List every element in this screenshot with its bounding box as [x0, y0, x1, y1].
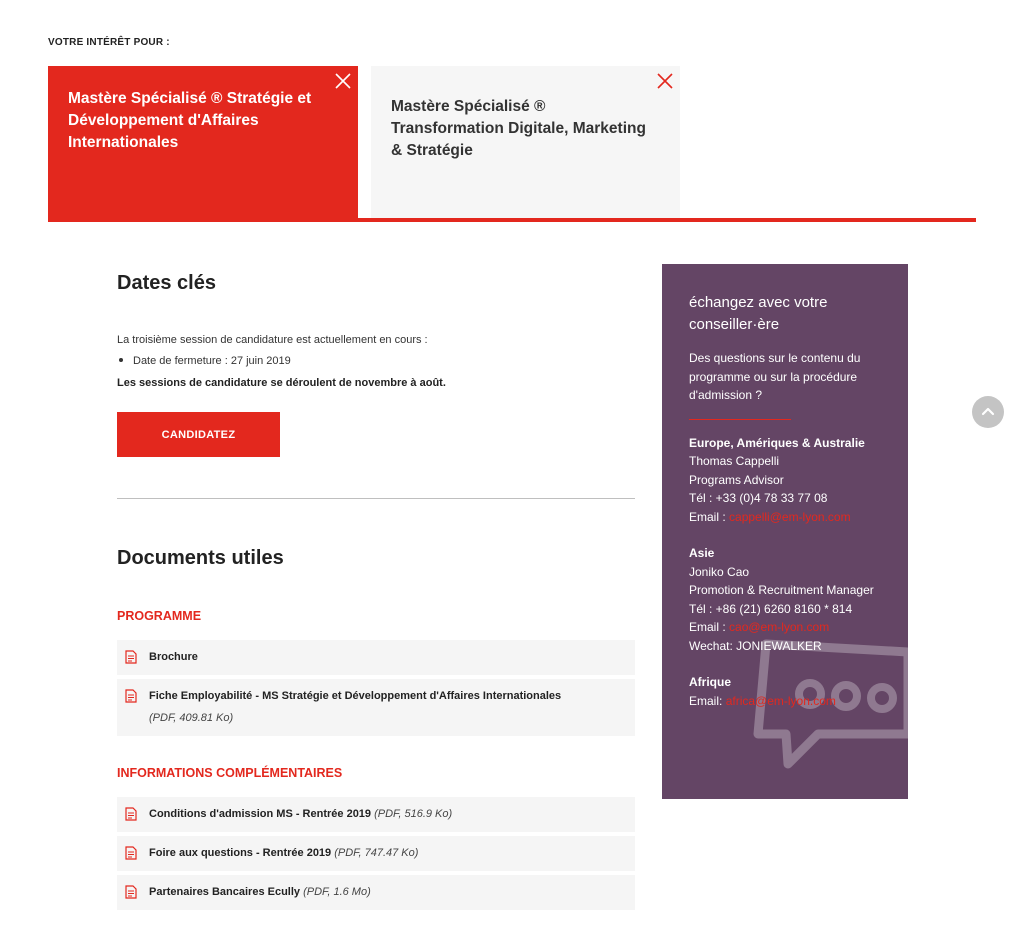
tab-title: Mastère Spécialisé ® Transformation Digitale, Marketing & Stratégie	[391, 98, 646, 159]
advisor-panel	[662, 264, 908, 799]
apply-button[interactable]: CANDIDATEZ	[117, 412, 280, 457]
contact-wechat: Wechat: JONIEWALKER	[689, 638, 822, 653]
email-label: Email :	[689, 620, 730, 634]
advisor-title: échangez avec votre conseiller·ère	[689, 294, 828, 333]
email-link[interactable]: africa@em-lyon.com	[725, 693, 836, 708]
tab-strategie-developpement[interactable]	[48, 66, 358, 222]
document-text	[125, 803, 625, 825]
pdf-document-icon	[125, 846, 137, 860]
document-item-foire-questions[interactable]	[117, 836, 635, 871]
document-name: Partenaires Bancaires Ecully	[149, 886, 301, 898]
email-label: Email :	[689, 509, 730, 524]
bullet-dot	[119, 358, 123, 362]
contact-email-line	[689, 618, 881, 637]
category-informations-label: INFORMATIONS COMPLÉMENTAIRES	[117, 766, 343, 780]
document-item-brochure[interactable]	[117, 640, 635, 675]
closing-date-text: Date de fermeture : 27 juin 2019	[133, 355, 291, 367]
advisor-subtitle: Des questions sur le contenu du programme ou sur la procédure d'admission ?	[689, 351, 861, 402]
pdf-document-icon	[125, 807, 137, 821]
document-meta: (PDF, 747.47 Ko)	[334, 847, 419, 859]
scroll-top-button[interactable]	[972, 396, 1004, 428]
contact-name: Joniko Cao	[689, 564, 750, 579]
close-icon[interactable]	[334, 72, 352, 90]
chevron-up-icon	[980, 404, 996, 420]
dates-intro: La troisième session de candidature est actuellement en cours :	[117, 334, 428, 346]
document-text	[125, 842, 625, 864]
contact-afrique	[689, 673, 881, 710]
contact-europe	[689, 434, 881, 527]
interest-label: VOTRE INTÉRÊT POUR :	[48, 37, 170, 48]
closing-date-item	[117, 355, 291, 367]
document-name: Conditions d'admission MS - Rentrée 2019	[149, 808, 372, 820]
document-meta: (PDF, 409.81 Ko)	[149, 712, 234, 724]
document-item-conditions-admission[interactable]	[117, 797, 635, 832]
email-label: Email:	[689, 693, 726, 708]
section-divider	[117, 498, 635, 499]
region-name: Asie	[689, 546, 715, 560]
document-name: Brochure	[149, 651, 198, 663]
region-name: Europe, Amériques & Australie	[689, 435, 865, 450]
tab-title: Mastère Spécialisé ® Stratégie et Développement d'Affaires Internationales	[68, 90, 312, 151]
contact-phone: Tél : +86 (21) 6260 8160 * 814	[689, 601, 853, 616]
email-link[interactable]: cappelli@em-lyon.com	[729, 509, 851, 524]
document-item-fiche-employabilite[interactable]	[117, 679, 635, 736]
contact-asie	[689, 544, 881, 655]
document-item-partenaires-bancaires[interactable]	[117, 875, 635, 910]
contact-email-line	[689, 508, 881, 527]
document-meta: (PDF, 1.6 Mo)	[303, 886, 371, 898]
contact-role: Promotion & Recruitment Manager	[689, 583, 874, 597]
document-text	[125, 646, 625, 668]
pdf-document-icon	[125, 885, 137, 899]
interest-tabs	[48, 66, 976, 223]
close-icon[interactable]	[656, 72, 674, 90]
tab-transformation-digitale[interactable]	[371, 66, 680, 218]
dates-title: Dates clés	[117, 272, 216, 294]
pdf-document-icon	[125, 650, 137, 664]
document-text	[125, 881, 625, 903]
email-link[interactable]: cao@em-lyon.com	[729, 620, 830, 634]
contact-phone: Tél : +33 (0)4 78 33 77 08	[689, 491, 828, 505]
document-text	[125, 685, 625, 729]
document-name: Foire aux questions - Rentrée 2019	[149, 847, 332, 859]
category-programme-label: PROGRAMME	[117, 609, 202, 623]
tabs-underline	[48, 218, 976, 222]
contact-email-line	[689, 692, 881, 711]
contact-role: Programs Advisor	[689, 472, 784, 487]
sessions-note: Les sessions de candidature se déroulent de novembre à août.	[117, 377, 446, 389]
contact-name: Thomas Cappelli	[689, 454, 780, 468]
document-name: Fiche Employabilité - MS Stratégie et Développement d'Affaires Internationales	[149, 690, 562, 702]
advisor-rule	[689, 419, 791, 420]
document-meta: (PDF, 516.9 Ko)	[374, 808, 453, 820]
region-name: Afrique	[689, 675, 731, 689]
pdf-document-icon	[125, 689, 137, 703]
documents-title: Documents utiles	[117, 547, 284, 569]
